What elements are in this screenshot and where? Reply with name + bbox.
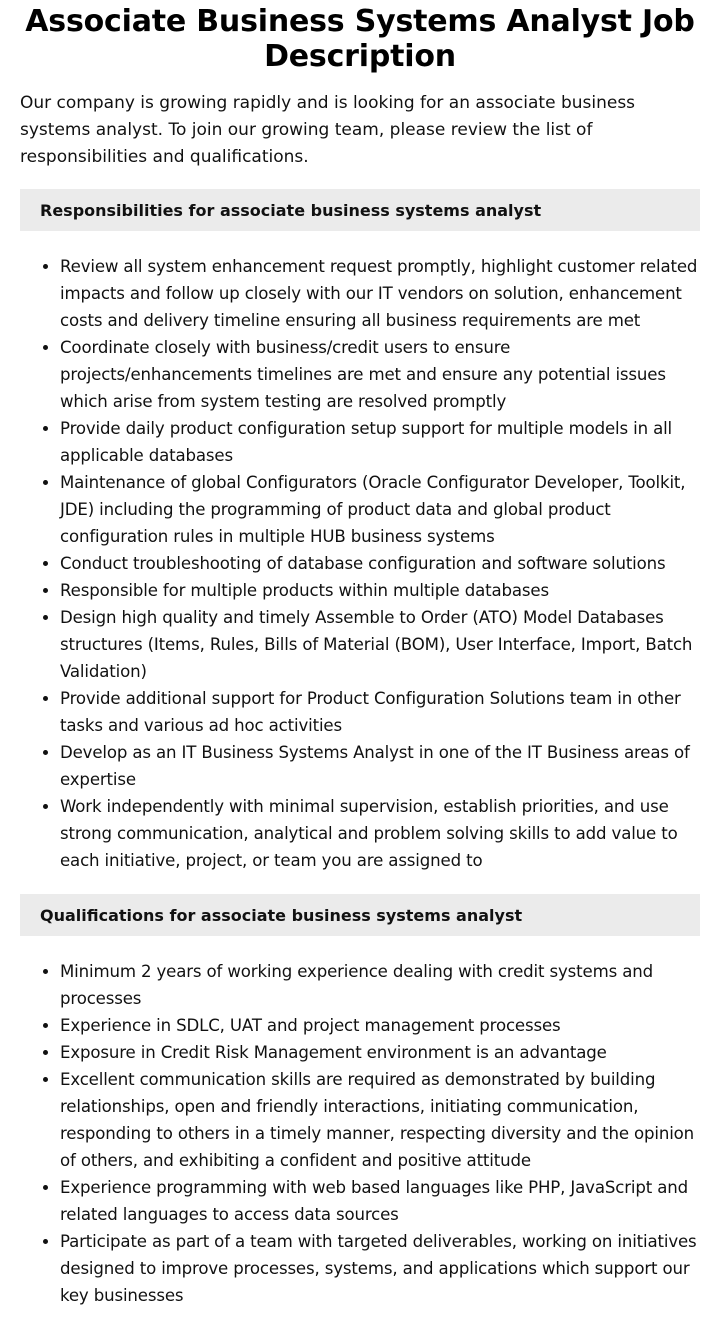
list-item: • Develop as an IT Business Systems Analyst in one of the IT Business areas of expertise xyxy=(60,739,700,793)
job-description-page xyxy=(0,4,720,1309)
page-title: Associate Business Systems Analyst Job Description xyxy=(25,4,695,74)
list-item: • Participate as part of a team with targeted deliverables, working on initiatives designed to improve processes, systems, and applications which support our key businesses xyxy=(60,1228,700,1309)
list-item: • Conduct troubleshooting of database configuration and software solutions xyxy=(60,550,700,577)
list-item: • Work independently with minimal supervision, establish priorities, and use strong communication, analytical and problem solving skills to add value to each initiative, project, or team you are assigned to xyxy=(60,793,700,874)
list-item: • Provide daily product configuration setup support for multiple models in all applicable databases xyxy=(60,415,700,469)
list-item: • Responsible for multiple products within multiple databases xyxy=(60,577,700,604)
list-item: • Provide additional support for Product Configuration Solutions team in other tasks and various ad hoc activities xyxy=(60,685,700,739)
list-item: • Experience programming with web based languages like PHP, JavaScript and related languages to access data sources xyxy=(60,1174,700,1228)
responsibilities-heading: Responsibilities for associate business systems analyst xyxy=(20,189,700,231)
list-item: • Maintenance of global Configurators (Oracle Configurator Developer, Toolkit, JDE) including the programming of product data and global product configuration rules in multiple HUB business systems xyxy=(60,469,700,550)
list-item: • Design high quality and timely Assemble to Order (ATO) Model Databases structures (Items, Rules, Bills of Material (BOM), User Interface, Import, Batch Validation) xyxy=(60,604,700,685)
list-item: • Minimum 2 years of working experience dealing with credit systems and processes xyxy=(60,958,700,1012)
qualifications-heading: Qualifications for associate business systems analyst xyxy=(20,894,700,936)
intro-paragraph: Our company is growing rapidly and is looking for an associate business systems analyst. To join our growing team, please review the list of responsibilities and qualifications. xyxy=(20,93,636,167)
list-item: • Exposure in Credit Risk Management environment is an advantage xyxy=(60,1039,700,1066)
list-item: • Coordinate closely with business/credit users to ensure projects/enhancements timelines are met and ensure any potential issues which arise from system testing are resolved promptly xyxy=(60,334,700,415)
list-item: • Experience in SDLC, UAT and project management processes xyxy=(60,1012,700,1039)
qualifications-list xyxy=(20,958,700,1309)
responsibilities-list xyxy=(20,253,700,874)
list-item: • Excellent communication skills are required as demonstrated by building relationships, open and friendly interactions, initiating communication, responding to others in a timely manner, respecting diversity and the opinion of others, and exhibiting a confident and positive attitude xyxy=(60,1066,700,1174)
list-item: • Review all system enhancement request promptly, highlight customer related impacts and follow up closely with our IT vendors on solution, enhancement costs and delivery timeline ensuring all business requirements are met xyxy=(60,253,700,334)
